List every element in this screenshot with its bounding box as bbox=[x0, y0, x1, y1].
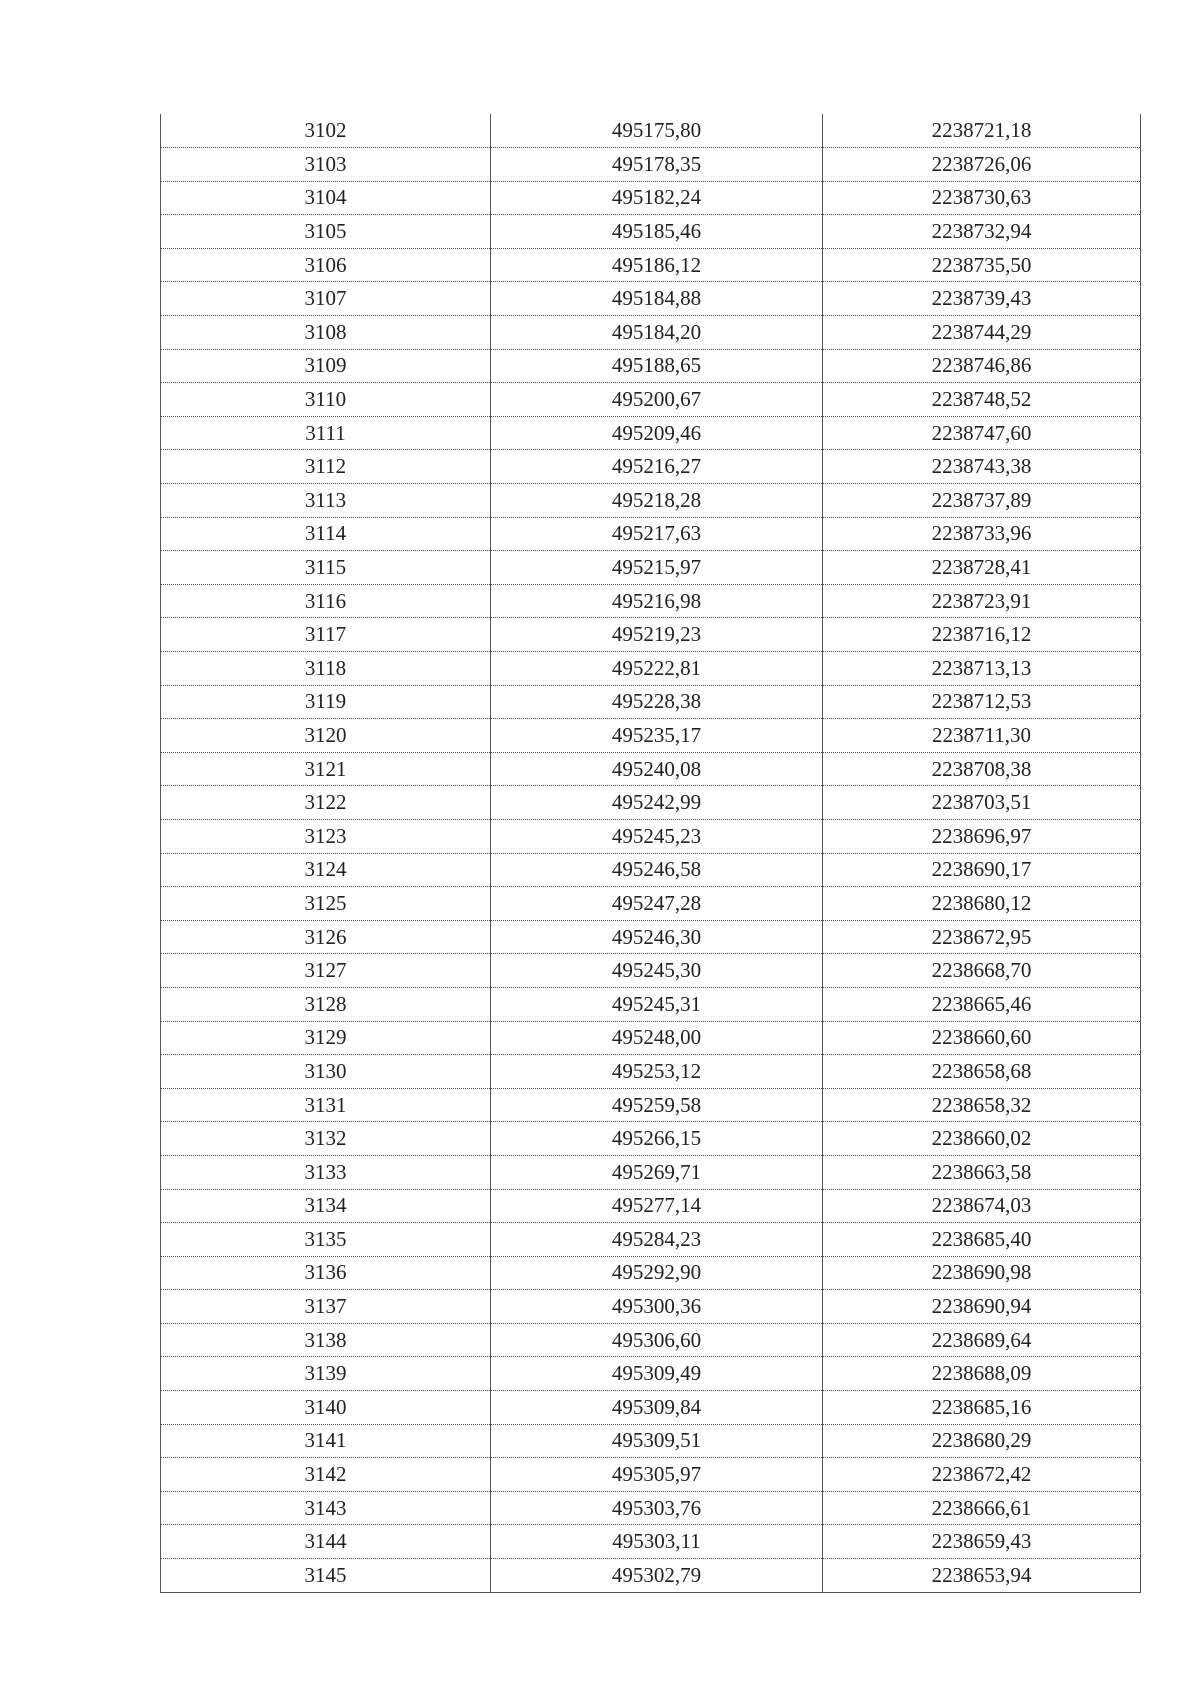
y-coordinate-cell: 2238688,09 bbox=[823, 1357, 1141, 1391]
y-coordinate-cell: 2238732,94 bbox=[823, 215, 1141, 249]
x-coordinate-cell: 495300,36 bbox=[491, 1290, 823, 1324]
table-row bbox=[161, 1525, 1141, 1559]
table-row bbox=[161, 1155, 1141, 1189]
y-coordinate-cell: 2238735,50 bbox=[823, 248, 1141, 282]
table-row bbox=[161, 1491, 1141, 1525]
y-coordinate-cell: 2238744,29 bbox=[823, 316, 1141, 350]
y-coordinate-cell: 2238658,68 bbox=[823, 1055, 1141, 1089]
point-number-cell: 3111 bbox=[161, 416, 491, 450]
y-coordinate-cell: 2238739,43 bbox=[823, 282, 1141, 316]
x-coordinate-cell: 495209,46 bbox=[491, 416, 823, 450]
point-number-cell: 3130 bbox=[161, 1055, 491, 1089]
point-number-cell: 3118 bbox=[161, 652, 491, 686]
point-number-cell: 3141 bbox=[161, 1424, 491, 1458]
x-coordinate-cell: 495292,90 bbox=[491, 1256, 823, 1290]
y-coordinate-cell: 2238746,86 bbox=[823, 349, 1141, 383]
x-coordinate-cell: 495246,30 bbox=[491, 920, 823, 954]
point-number-cell: 3135 bbox=[161, 1223, 491, 1257]
table-row bbox=[161, 450, 1141, 484]
point-number-cell: 3122 bbox=[161, 786, 491, 820]
table-row bbox=[161, 752, 1141, 786]
table-row bbox=[161, 484, 1141, 518]
point-number-cell: 3132 bbox=[161, 1122, 491, 1156]
point-number-cell: 3137 bbox=[161, 1290, 491, 1324]
point-number-cell: 3115 bbox=[161, 551, 491, 585]
y-coordinate-cell: 2238690,94 bbox=[823, 1290, 1141, 1324]
point-number-cell: 3114 bbox=[161, 517, 491, 551]
x-coordinate-cell: 495218,28 bbox=[491, 484, 823, 518]
point-number-cell: 3129 bbox=[161, 1021, 491, 1055]
x-coordinate-cell: 495245,30 bbox=[491, 954, 823, 988]
point-number-cell: 3103 bbox=[161, 148, 491, 182]
point-number-cell: 3145 bbox=[161, 1559, 491, 1593]
point-number-cell: 3116 bbox=[161, 584, 491, 618]
table-row bbox=[161, 1323, 1141, 1357]
table-row bbox=[161, 1458, 1141, 1492]
y-coordinate-cell: 2238659,43 bbox=[823, 1525, 1141, 1559]
point-number-cell: 3117 bbox=[161, 618, 491, 652]
table-row bbox=[161, 1559, 1141, 1593]
coordinates-table bbox=[160, 114, 1141, 1593]
point-number-cell: 3131 bbox=[161, 1088, 491, 1122]
x-coordinate-cell: 495245,23 bbox=[491, 819, 823, 853]
y-coordinate-cell: 2238743,38 bbox=[823, 450, 1141, 484]
x-coordinate-cell: 495178,35 bbox=[491, 148, 823, 182]
y-coordinate-cell: 2238660,60 bbox=[823, 1021, 1141, 1055]
x-coordinate-cell: 495305,97 bbox=[491, 1458, 823, 1492]
table-row bbox=[161, 1122, 1141, 1156]
point-number-cell: 3138 bbox=[161, 1323, 491, 1357]
y-coordinate-cell: 2238658,32 bbox=[823, 1088, 1141, 1122]
table-row bbox=[161, 920, 1141, 954]
x-coordinate-cell: 495248,00 bbox=[491, 1021, 823, 1055]
x-coordinate-cell: 495186,12 bbox=[491, 248, 823, 282]
table-row bbox=[161, 1055, 1141, 1089]
y-coordinate-cell: 2238733,96 bbox=[823, 517, 1141, 551]
point-number-cell: 3123 bbox=[161, 819, 491, 853]
y-coordinate-cell: 2238737,89 bbox=[823, 484, 1141, 518]
y-coordinate-cell: 2238663,58 bbox=[823, 1155, 1141, 1189]
table-row bbox=[161, 248, 1141, 282]
point-number-cell: 3119 bbox=[161, 685, 491, 719]
y-coordinate-cell: 2238674,03 bbox=[823, 1189, 1141, 1223]
y-coordinate-cell: 2238680,12 bbox=[823, 887, 1141, 921]
x-coordinate-cell: 495240,08 bbox=[491, 752, 823, 786]
table-row bbox=[161, 551, 1141, 585]
point-number-cell: 3142 bbox=[161, 1458, 491, 1492]
y-coordinate-cell: 2238690,17 bbox=[823, 853, 1141, 887]
table-row bbox=[161, 1088, 1141, 1122]
point-number-cell: 3110 bbox=[161, 383, 491, 417]
table-row bbox=[161, 383, 1141, 417]
x-coordinate-cell: 495200,67 bbox=[491, 383, 823, 417]
x-coordinate-cell: 495284,23 bbox=[491, 1223, 823, 1257]
table-row bbox=[161, 987, 1141, 1021]
y-coordinate-cell: 2238672,95 bbox=[823, 920, 1141, 954]
point-number-cell: 3106 bbox=[161, 248, 491, 282]
y-coordinate-cell: 2238716,12 bbox=[823, 618, 1141, 652]
table-row bbox=[161, 1391, 1141, 1425]
x-coordinate-cell: 495216,98 bbox=[491, 584, 823, 618]
point-number-cell: 3136 bbox=[161, 1256, 491, 1290]
y-coordinate-cell: 2238748,52 bbox=[823, 383, 1141, 417]
y-coordinate-cell: 2238728,41 bbox=[823, 551, 1141, 585]
y-coordinate-cell: 2238713,13 bbox=[823, 652, 1141, 686]
x-coordinate-cell: 495228,38 bbox=[491, 685, 823, 719]
y-coordinate-cell: 2238696,97 bbox=[823, 819, 1141, 853]
table-row bbox=[161, 181, 1141, 215]
table-row bbox=[161, 1424, 1141, 1458]
x-coordinate-cell: 495235,17 bbox=[491, 719, 823, 753]
point-number-cell: 3104 bbox=[161, 181, 491, 215]
table-row bbox=[161, 416, 1141, 450]
x-coordinate-cell: 495253,12 bbox=[491, 1055, 823, 1089]
point-number-cell: 3112 bbox=[161, 450, 491, 484]
x-coordinate-cell: 495306,60 bbox=[491, 1323, 823, 1357]
table-row bbox=[161, 887, 1141, 921]
table-row bbox=[161, 282, 1141, 316]
point-number-cell: 3125 bbox=[161, 887, 491, 921]
coordinates-table-body bbox=[161, 114, 1141, 1592]
table-row bbox=[161, 517, 1141, 551]
x-coordinate-cell: 495175,80 bbox=[491, 114, 823, 148]
x-coordinate-cell: 495247,28 bbox=[491, 887, 823, 921]
y-coordinate-cell: 2238689,64 bbox=[823, 1323, 1141, 1357]
point-number-cell: 3126 bbox=[161, 920, 491, 954]
point-number-cell: 3102 bbox=[161, 114, 491, 148]
y-coordinate-cell: 2238708,38 bbox=[823, 752, 1141, 786]
y-coordinate-cell: 2238726,06 bbox=[823, 148, 1141, 182]
x-coordinate-cell: 495245,31 bbox=[491, 987, 823, 1021]
table-row bbox=[161, 316, 1141, 350]
x-coordinate-cell: 495184,88 bbox=[491, 282, 823, 316]
x-coordinate-cell: 495185,46 bbox=[491, 215, 823, 249]
x-coordinate-cell: 495302,79 bbox=[491, 1559, 823, 1593]
point-number-cell: 3105 bbox=[161, 215, 491, 249]
table-row bbox=[161, 819, 1141, 853]
x-coordinate-cell: 495269,71 bbox=[491, 1155, 823, 1189]
point-number-cell: 3120 bbox=[161, 719, 491, 753]
table-row bbox=[161, 215, 1141, 249]
y-coordinate-cell: 2238680,29 bbox=[823, 1424, 1141, 1458]
y-coordinate-cell: 2238685,16 bbox=[823, 1391, 1141, 1425]
x-coordinate-cell: 495182,24 bbox=[491, 181, 823, 215]
table-row bbox=[161, 853, 1141, 887]
y-coordinate-cell: 2238666,61 bbox=[823, 1491, 1141, 1525]
x-coordinate-cell: 495188,65 bbox=[491, 349, 823, 383]
table-row bbox=[161, 954, 1141, 988]
x-coordinate-cell: 495216,27 bbox=[491, 450, 823, 484]
x-coordinate-cell: 495242,99 bbox=[491, 786, 823, 820]
x-coordinate-cell: 495215,97 bbox=[491, 551, 823, 585]
table-row bbox=[161, 652, 1141, 686]
x-coordinate-cell: 495259,58 bbox=[491, 1088, 823, 1122]
y-coordinate-cell: 2238723,91 bbox=[823, 584, 1141, 618]
point-number-cell: 3127 bbox=[161, 954, 491, 988]
x-coordinate-cell: 495184,20 bbox=[491, 316, 823, 350]
y-coordinate-cell: 2238653,94 bbox=[823, 1559, 1141, 1593]
table-row bbox=[161, 786, 1141, 820]
y-coordinate-cell: 2238711,30 bbox=[823, 719, 1141, 753]
table-row bbox=[161, 719, 1141, 753]
x-coordinate-cell: 495217,63 bbox=[491, 517, 823, 551]
point-number-cell: 3133 bbox=[161, 1155, 491, 1189]
x-coordinate-cell: 495219,23 bbox=[491, 618, 823, 652]
x-coordinate-cell: 495277,14 bbox=[491, 1189, 823, 1223]
table-row bbox=[161, 1223, 1141, 1257]
point-number-cell: 3121 bbox=[161, 752, 491, 786]
x-coordinate-cell: 495266,15 bbox=[491, 1122, 823, 1156]
y-coordinate-cell: 2238668,70 bbox=[823, 954, 1141, 988]
table-row bbox=[161, 618, 1141, 652]
table-row bbox=[161, 1290, 1141, 1324]
point-number-cell: 3124 bbox=[161, 853, 491, 887]
table-row bbox=[161, 148, 1141, 182]
x-coordinate-cell: 495309,49 bbox=[491, 1357, 823, 1391]
x-coordinate-cell: 495309,84 bbox=[491, 1391, 823, 1425]
point-number-cell: 3108 bbox=[161, 316, 491, 350]
y-coordinate-cell: 2238712,53 bbox=[823, 685, 1141, 719]
table-row bbox=[161, 1189, 1141, 1223]
x-coordinate-cell: 495309,51 bbox=[491, 1424, 823, 1458]
y-coordinate-cell: 2238730,63 bbox=[823, 181, 1141, 215]
table-row bbox=[161, 584, 1141, 618]
table-row bbox=[161, 685, 1141, 719]
y-coordinate-cell: 2238685,40 bbox=[823, 1223, 1141, 1257]
point-number-cell: 3143 bbox=[161, 1491, 491, 1525]
point-number-cell: 3128 bbox=[161, 987, 491, 1021]
table-row bbox=[161, 349, 1141, 383]
point-number-cell: 3139 bbox=[161, 1357, 491, 1391]
point-number-cell: 3107 bbox=[161, 282, 491, 316]
table-row bbox=[161, 1021, 1141, 1055]
y-coordinate-cell: 2238665,46 bbox=[823, 987, 1141, 1021]
table-row bbox=[161, 1357, 1141, 1391]
x-coordinate-cell: 495303,11 bbox=[491, 1525, 823, 1559]
y-coordinate-cell: 2238721,18 bbox=[823, 114, 1141, 148]
point-number-cell: 3113 bbox=[161, 484, 491, 518]
y-coordinate-cell: 2238690,98 bbox=[823, 1256, 1141, 1290]
point-number-cell: 3144 bbox=[161, 1525, 491, 1559]
x-coordinate-cell: 495222,81 bbox=[491, 652, 823, 686]
x-coordinate-cell: 495246,58 bbox=[491, 853, 823, 887]
table-row bbox=[161, 1256, 1141, 1290]
point-number-cell: 3140 bbox=[161, 1391, 491, 1425]
y-coordinate-cell: 2238672,42 bbox=[823, 1458, 1141, 1492]
table-row bbox=[161, 114, 1141, 148]
x-coordinate-cell: 495303,76 bbox=[491, 1491, 823, 1525]
point-number-cell: 3109 bbox=[161, 349, 491, 383]
y-coordinate-cell: 2238747,60 bbox=[823, 416, 1141, 450]
y-coordinate-cell: 2238660,02 bbox=[823, 1122, 1141, 1156]
point-number-cell: 3134 bbox=[161, 1189, 491, 1223]
y-coordinate-cell: 2238703,51 bbox=[823, 786, 1141, 820]
